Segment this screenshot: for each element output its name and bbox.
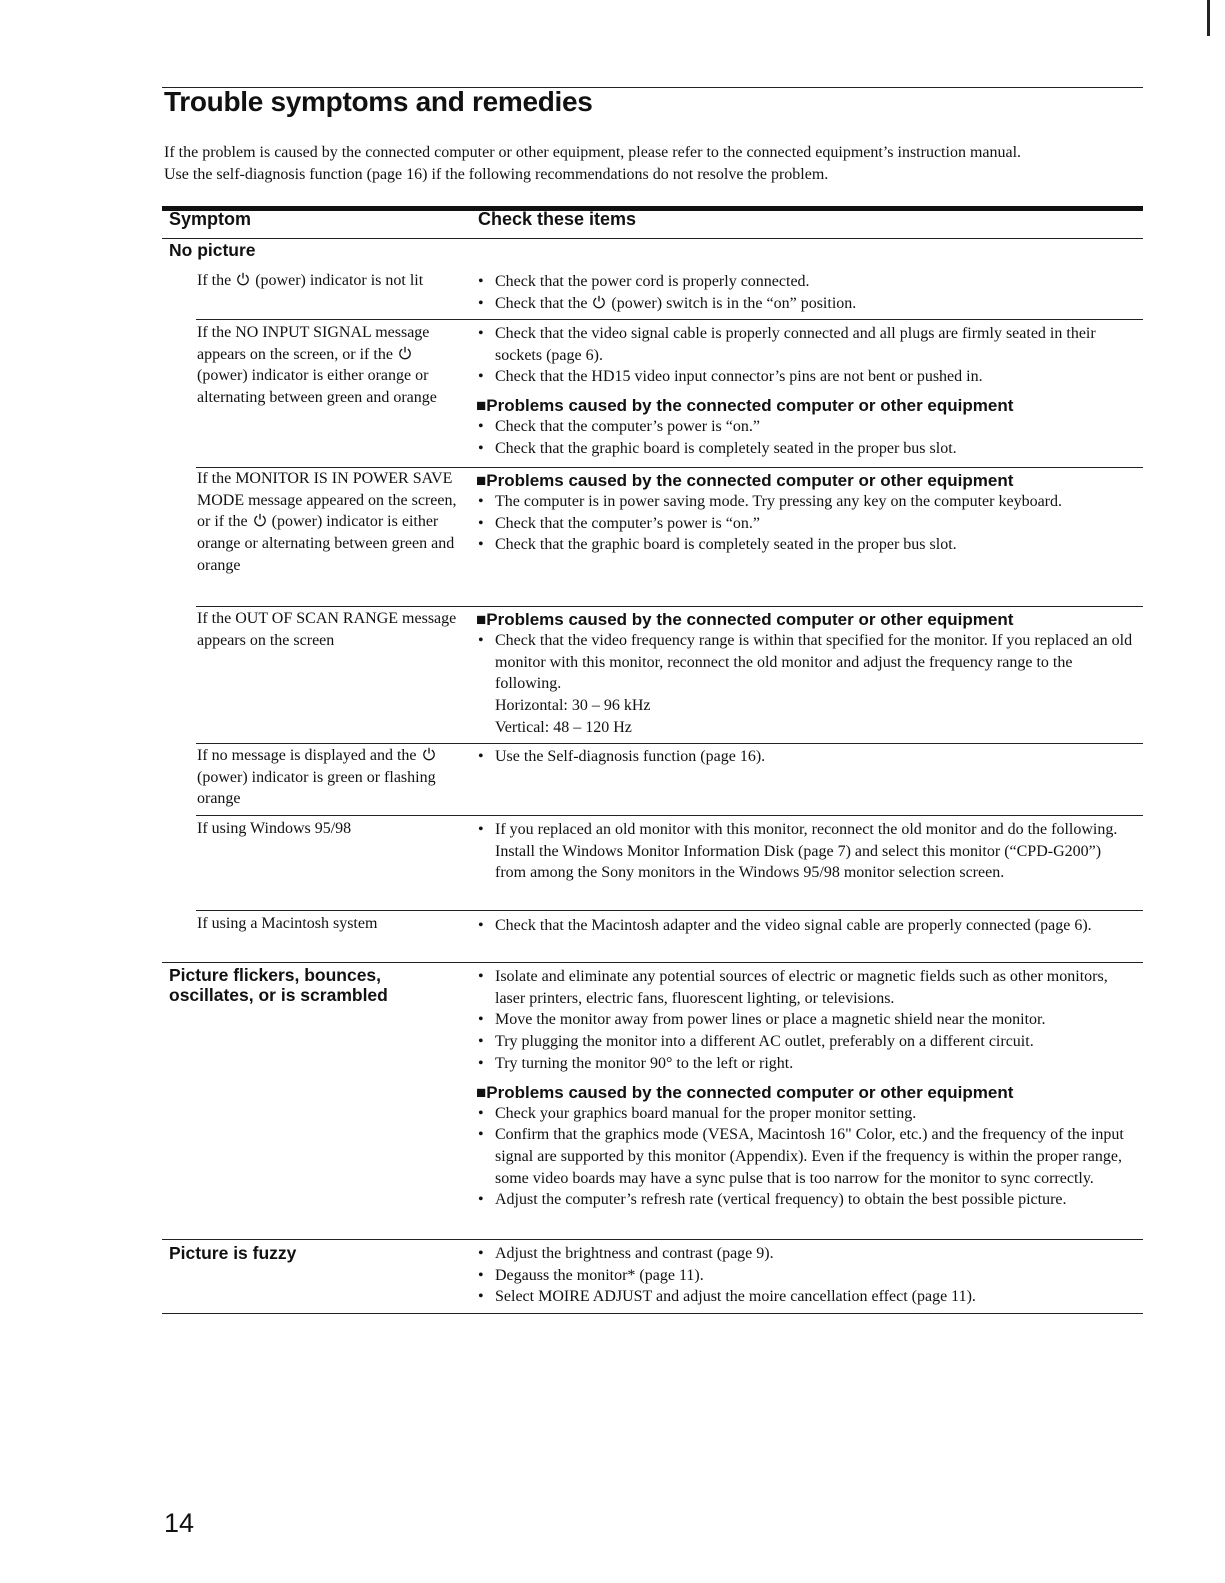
check-text: (power) switch is in the “on” position. <box>611 294 857 312</box>
row-divider <box>196 815 1143 816</box>
check-item: • Check that the graphic board is completely seated in the proper bus slot. <box>476 438 1136 460</box>
header-rule <box>162 206 1143 211</box>
section-divider <box>162 962 1143 963</box>
symptom-text: If the <box>197 272 232 289</box>
sub-heading-computer-problems: ■Problems caused by the connected computer or other equipment <box>476 471 1014 490</box>
check-item: • Check that the HD15 video input connector’s pins are not bent or pushed in. <box>476 366 1136 388</box>
check-item: • Use the Self-diagnosis function (page 16). <box>476 746 1136 768</box>
check-item: • Check that the power cord is properly connected. <box>476 271 1136 293</box>
checks-macintosh <box>476 915 1136 937</box>
check-item: • Adjust the brightness and contrast (page 9). <box>476 1243 1136 1265</box>
page-number: 14 <box>164 1508 195 1538</box>
header-divider <box>162 238 1143 239</box>
symptom-no-message <box>197 745 462 810</box>
category-fuzzy: Picture is fuzzy <box>169 1243 297 1263</box>
check-item: • Check that the video frequency range is within that specified for the monitor. If you replaced an old monitor with this monitor, reconnect the old monitor and adjust the frequency range to the following. <box>476 630 1136 695</box>
horizontal-range: Horizontal: 30 – 96 kHz <box>495 697 651 715</box>
intro-line: If the problem is caused by the connected computer or other equipment, please refer to the connected equipment’s instruction manual. <box>164 144 1022 161</box>
check-item: • Confirm that the graphics mode (VESA, Macintosh 16" Color, etc.) and the frequency of the input signal are supported by this monitor (Appendix). Even if the frequency is within the proper range, some video boards may have a sync pulse that is too narrow for the monitor to sync correctly. <box>476 1124 1136 1189</box>
symptom-column-header: Symptom <box>169 209 252 229</box>
row-divider <box>196 319 1143 320</box>
checks-no-input <box>476 323 1136 460</box>
check-item: • Degauss the monitor* (page 11). <box>476 1265 1136 1287</box>
symptom-out-of-scan: If the OUT OF SCAN RANGE message appears on the screen <box>197 610 457 649</box>
check-column-header: Check these items <box>478 209 637 229</box>
power-icon <box>422 747 436 761</box>
sub-heading-computer-problems: ■Problems caused by the connected computer or other equipment <box>476 1082 1014 1102</box>
check-item: • Check that the computer’s power is “on.” <box>476 416 1136 438</box>
check-item: • If you replaced an old monitor with this monitor, reconnect the old monitor and do the following. Install the Windows Monitor Information Disk (page 7) and select this monitor (“CPD-G200”) from among the Sony monitors in the Windows 95/98 monitor selection screen. <box>476 819 1136 884</box>
power-icon <box>398 346 412 360</box>
check-item: • Try turning the monitor 90° to the left or right. <box>476 1053 1136 1075</box>
checks-not-lit <box>476 271 1136 314</box>
check-item: • Check that the graphic board is completely seated in the proper bus slot. <box>476 534 1136 556</box>
power-icon <box>236 272 250 286</box>
check-item: • Check that the Macintosh adapter and the video signal cable are properly connected (page 6). <box>476 915 1136 937</box>
check-text: Check that the <box>495 294 588 312</box>
check-item: • Check that the video signal cable is properly connected and all plugs are firmly seated in their sockets (page 6). <box>476 323 1136 366</box>
checks-power-save <box>476 470 1136 556</box>
page-edge-mark <box>1207 0 1210 36</box>
symptom-text: If the MONITOR IS IN POWER SAVE MODE message appeared on the screen, or if the <box>197 470 457 531</box>
vertical-range: Vertical: 48 – 120 Hz <box>495 718 632 736</box>
page-title: Trouble symptoms and remedies <box>164 86 593 117</box>
symptom-not-lit <box>197 270 462 292</box>
row-divider <box>196 910 1143 911</box>
symptom-text: (power) indicator is either orange or alternating between green and orange <box>197 513 455 574</box>
row-divider <box>196 743 1143 744</box>
check-item: • Select MOIRE ADJUST and adjust the moire cancellation effect (page 11). <box>476 1286 1136 1308</box>
symptom-text: (power) indicator is green or flashing orange <box>197 768 436 808</box>
section-divider <box>162 1239 1143 1240</box>
check-item: • Isolate and eliminate any potential sources of electric or magnetic fields such as other monitors, laser printers, electric fans, fluorescent lighting, or televisions. <box>476 966 1136 1009</box>
symptom-text: If the NO INPUT SIGNAL message appears on the screen, or if the <box>197 324 430 363</box>
symptom-windows: If using Windows 95/98 <box>197 820 352 837</box>
checks-windows <box>476 819 1136 884</box>
sub-heading-computer-problems: ■Problems caused by the connected computer or other equipment <box>476 396 1014 416</box>
category-flicker: Picture flickers, bounces, oscillates, or is scrambled <box>169 965 388 1005</box>
check-item: • The computer is in power saving mode. Try pressing any key on the computer keyboard. <box>476 491 1136 513</box>
check-item: • Move the monitor away from power lines or place a magnetic shield near the monitor. <box>476 1009 1136 1031</box>
check-item: • Adjust the computer’s refresh rate (vertical frequency) to obtain the best possible picture. <box>476 1189 1136 1211</box>
category-no-picture: No picture <box>169 240 256 260</box>
checks-out-of-scan <box>476 609 1136 739</box>
symptom-macintosh: If using a Macintosh system <box>197 915 378 932</box>
symptom-power-save <box>197 468 462 577</box>
check-item <box>476 293 1136 315</box>
intro-line: Use the self-diagnosis function (page 16) if the following recommendations do not resolve the problem. <box>164 165 829 183</box>
row-divider <box>196 606 1143 607</box>
check-item: • Check your graphics board manual for the proper monitor setting. <box>476 1103 1136 1125</box>
symptom-text: If no message is displayed and the <box>197 747 417 764</box>
intro <box>164 142 1154 185</box>
checks-flicker <box>476 966 1136 1211</box>
check-item: • Check that the computer’s power is “on.” <box>476 513 1136 535</box>
table-bottom-rule <box>162 1313 1143 1314</box>
check-item: • Try plugging the monitor into a different AC outlet, preferably on a different circuit. <box>476 1031 1136 1053</box>
symptom-no-input <box>197 322 462 409</box>
checks-no-message <box>476 746 1136 768</box>
power-icon <box>253 513 267 527</box>
power-icon <box>592 295 606 309</box>
sub-heading-computer-problems: ■Problems caused by the connected computer or other equipment <box>476 610 1014 629</box>
checks-fuzzy <box>476 1243 1136 1308</box>
symptom-text: (power) indicator is either orange or alternating between green and orange <box>197 367 437 407</box>
symptom-text: (power) indicator is not lit <box>255 272 424 289</box>
